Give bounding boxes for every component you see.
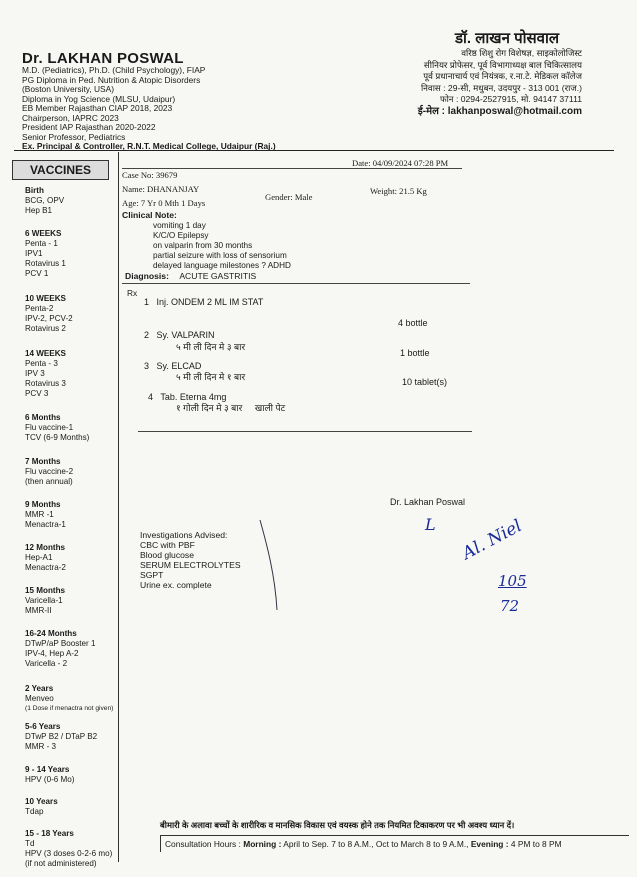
vaccine-group [25, 586, 65, 616]
vaccine-group [25, 765, 74, 785]
qualification-line: Chairperson, IAPRC 2023 [22, 112, 119, 123]
vaccine-group [25, 829, 112, 869]
rx-end-line [138, 431, 472, 432]
handwritten-bp-bottom: 72 [500, 597, 520, 615]
vaccine-item: Menveo [25, 694, 54, 703]
vaccine-item: Penta - 1 [25, 239, 58, 248]
medicine-number: 1 [144, 297, 150, 307]
vaccine-item: (1 Dose if menactra not given) [25, 705, 114, 712]
vaccine-age: 15 Months [25, 586, 66, 595]
medicine-name: Sy. ELCAD [156, 361, 202, 371]
vaccine-group [25, 186, 64, 216]
medicine-name: Tab. Eterna 4mg [160, 392, 227, 402]
medicine-number: 4 [148, 392, 154, 402]
vaccine-group [25, 457, 73, 487]
footer-hindi-note: बीमारी के अलावा बच्चों के शारीरिक व मानसिक विकास एवं वयस्क होने तक नियमित टिकाकरण पर भी अवश्य ध्यान दें। [160, 820, 515, 830]
vaccine-group [25, 294, 73, 334]
vaccine-group [25, 229, 66, 279]
clinical-note-title: Clinical Note: [122, 210, 177, 220]
email-line: ई-मेल : lakhanposwal@hotmail.com [417, 105, 582, 117]
vaccine-age: Birth [25, 186, 44, 195]
clinical-item: vomiting 1 day [153, 221, 206, 230]
qualifications-block [22, 66, 276, 152]
vaccine-group [25, 500, 66, 530]
medicine-quantity: 1 bottle [400, 348, 430, 358]
vaccine-item: Penta-2 [25, 304, 54, 313]
vaccine-group [25, 684, 113, 714]
sidebar-divider [118, 152, 119, 862]
pen-stroke [255, 515, 285, 615]
vaccine-age: 15 - 18 Years [25, 829, 74, 838]
vaccine-item: Menactra-1 [25, 520, 66, 529]
diagnosis-row [125, 271, 256, 281]
diagnosis-label: Diagnosis: [125, 271, 169, 281]
handwritten-mark: L [425, 515, 436, 534]
vaccine-item: HPV (3 doses 0-2-6 mo) [25, 849, 113, 858]
vaccine-age: 2 Years [25, 684, 54, 693]
investigation-item: Blood glucose [140, 550, 194, 560]
vaccine-item: IPV-2, PCV-2 [25, 314, 73, 323]
vaccine-age: 10 WEEKS [25, 294, 66, 303]
handwritten-note: Al. Niel [459, 516, 526, 564]
vaccine-item: Penta - 3 [25, 359, 58, 368]
vaccine-age: 7 Months [25, 457, 61, 466]
hindi-line: सीनियर प्रोफेसर, पूर्व विभागाध्यक्ष बाल चिकित्सालय [423, 59, 582, 70]
investigation-item: Urine ex. complete [140, 580, 212, 590]
doctor-name: Dr. LAKHAN POSWAL [22, 50, 184, 67]
qualification-line: EB Member Rajasthan CIAP 2018, 2023 [22, 103, 173, 113]
doctor-name-hindi: डॉ. लाखन पोसवाल [455, 30, 560, 47]
vaccine-item: IPV1 [25, 249, 43, 258]
medicine-row [144, 330, 215, 340]
vaccine-item: Tdap [25, 807, 44, 816]
medicine-dose: ५ मी ली दिन मे १ बार [176, 372, 246, 382]
morning-text: April to Sep. 7 to 8 A.M., Oct to March 8 to 9 A.M., [283, 839, 469, 849]
position-line: Ex. Principal & Controller, R.N.T. Medical College, Udaipur (Raj.) [22, 141, 276, 151]
qualification-line: Senior Professor, Pediatrics [22, 131, 126, 142]
hindi-line: निवास : 29-सी, मधुबन, उदयपुर - 313 001 (राज.) [420, 82, 582, 93]
medicine-name: Inj. ONDEM 2 ML IM STAT [156, 297, 264, 307]
evening-text: 4 PM to 8 PM [510, 839, 562, 849]
vaccine-group [25, 797, 58, 817]
date-underline [122, 168, 462, 169]
medicine-dose: ५ मी ली दिन मे ३ बार [176, 342, 246, 352]
vaccine-group [25, 629, 95, 669]
investigations-block [140, 530, 241, 590]
vaccine-item: MMR -1 [25, 510, 54, 519]
vaccine-age: 9 - 14 Years [25, 765, 70, 774]
consultation-hours [160, 835, 629, 852]
patient-name: Name: DHANANJAY [122, 184, 200, 194]
header-divider [14, 150, 614, 151]
vaccine-item: Flu vaccine-2 [25, 467, 74, 476]
vaccine-item: PCV 1 [25, 269, 49, 278]
vaccine-group [25, 349, 66, 399]
qualification-line: (Boston University, USA) [22, 84, 114, 94]
vaccine-item: Rotavirus 3 [25, 379, 66, 388]
vaccine-item: Hep B1 [25, 206, 52, 215]
vaccine-age: 6 Months [25, 413, 61, 422]
clinical-item: K/C/O Epilepsy [153, 231, 209, 240]
vaccine-age: 9 Months [25, 500, 61, 509]
vaccine-group [25, 722, 97, 752]
vaccine-age: 14 WEEKS [25, 349, 66, 358]
vaccine-item: Flu vaccine-1 [25, 423, 74, 432]
vaccine-item: IPV 3 [25, 369, 45, 378]
vaccine-item: MMR-II [25, 606, 52, 615]
vaccine-item: (then annual) [25, 477, 73, 486]
vaccine-item: DTwP B2 / DTaP B2 [25, 732, 98, 741]
hindi-line: वरिष्ठ शिशु रोग विशेषज्ञ, साइकोलोजिस्ट [461, 48, 582, 58]
vaccine-age: 12 Months [25, 543, 66, 552]
vaccine-item: PCV 3 [25, 389, 49, 398]
vaccine-item: Menactra-2 [25, 563, 66, 572]
clinical-item: on valparin from 30 months [153, 241, 253, 250]
medicine-dose: १ गोली दिन मे ३ बार खाली पेट [176, 403, 286, 413]
medicine-quantity: 10 tablet(s) [402, 377, 448, 387]
vaccine-age: 5-6 Years [25, 722, 61, 731]
vaccine-item: Hep-A1 [25, 553, 53, 562]
hindi-address-block [392, 48, 582, 117]
patient-gender: Gender: Male [265, 192, 313, 202]
investigation-item: SERUM ELECTROLYTES [140, 560, 241, 570]
qualification-line: PG Diploma in Ped. Nutrition & Atopic Disorders [22, 74, 201, 85]
vaccine-item: BCG, OPV [25, 196, 65, 205]
visit-date: Date: 04/09/2024 07:28 PM [352, 158, 449, 168]
vaccine-age: 16-24 Months [25, 629, 77, 638]
case-number: Case No: 39679 [122, 170, 178, 180]
vaccine-age: 6 WEEKS [25, 229, 62, 238]
vaccine-item: Td [25, 839, 35, 848]
vaccine-item: Varicella - 2 [25, 659, 68, 668]
qualification-line: M.D. (Pediatrics), Ph.D. (Child Psychology), FIAP [22, 65, 206, 75]
clinical-item: delayed language milestones ? ADHD [153, 261, 291, 270]
patient-age: Age: 7 Yr 0 Mth 1 Days [122, 198, 206, 208]
clinical-note-items [153, 221, 291, 271]
handwritten-bp-top: 105 [498, 572, 527, 590]
vaccine-age: 10 Years [25, 797, 58, 806]
medicine-number: 2 [144, 330, 150, 340]
vaccine-item: (if not administered) [25, 859, 97, 868]
diagnosis-underline [122, 283, 470, 284]
vaccine-item: DTwP/aP Booster 1 [25, 639, 96, 648]
rx-label: Rx [127, 288, 138, 298]
vaccine-item: Rotavirus 2 [25, 324, 66, 333]
vaccine-item: Rotavirus 1 [25, 259, 66, 268]
hindi-line: पूर्व प्रधानाचार्य एवं नियंत्रक, र.ना.टे. मेडिकल कॉलेज [423, 71, 582, 81]
hindi-line: फोन : 0294-2527915, मो. 94147 37111 [439, 94, 582, 104]
doctor-signature-name: Dr. Lakhan Poswal [390, 497, 466, 507]
medicine-row [144, 297, 263, 307]
medicine-number: 3 [144, 361, 150, 371]
vaccine-item: MMR - 3 [25, 742, 57, 751]
qualification-line: President IAP Rajasthan 2020-2022 [22, 122, 156, 132]
morning-label: Morning : [243, 839, 282, 849]
vaccine-group [25, 543, 66, 573]
diagnosis-value: ACUTE GASTRITIS [179, 271, 257, 281]
clinical-item: partial seizure with loss of sensorium [153, 251, 287, 260]
consult-label: Consultation Hours : [165, 839, 241, 849]
evening-label: Evening : [470, 839, 509, 849]
investigation-item: CBC with PBF [140, 540, 195, 550]
qualification-line: Diploma in Yog Science (MLSU, Udaipur) [22, 93, 176, 104]
patient-weight: Weight: 21.5 Kg [370, 186, 427, 196]
medicine-quantity: 4 bottle [398, 318, 428, 328]
vaccines-title: VACCINES [12, 160, 109, 180]
investigations-title: Investigations Advised: [140, 530, 228, 540]
vaccine-item: IPV-4, Hep A-2 [25, 649, 79, 658]
vaccine-item: Varicella-1 [25, 596, 63, 605]
investigation-item: SGPT [140, 570, 164, 580]
medicine-name: Sy. VALPARIN [156, 330, 215, 340]
vaccine-item: HPV (0-6 Mo) [25, 775, 75, 784]
vaccine-item: TCV (6-9 Months) [25, 433, 90, 442]
vaccine-group [25, 413, 89, 443]
